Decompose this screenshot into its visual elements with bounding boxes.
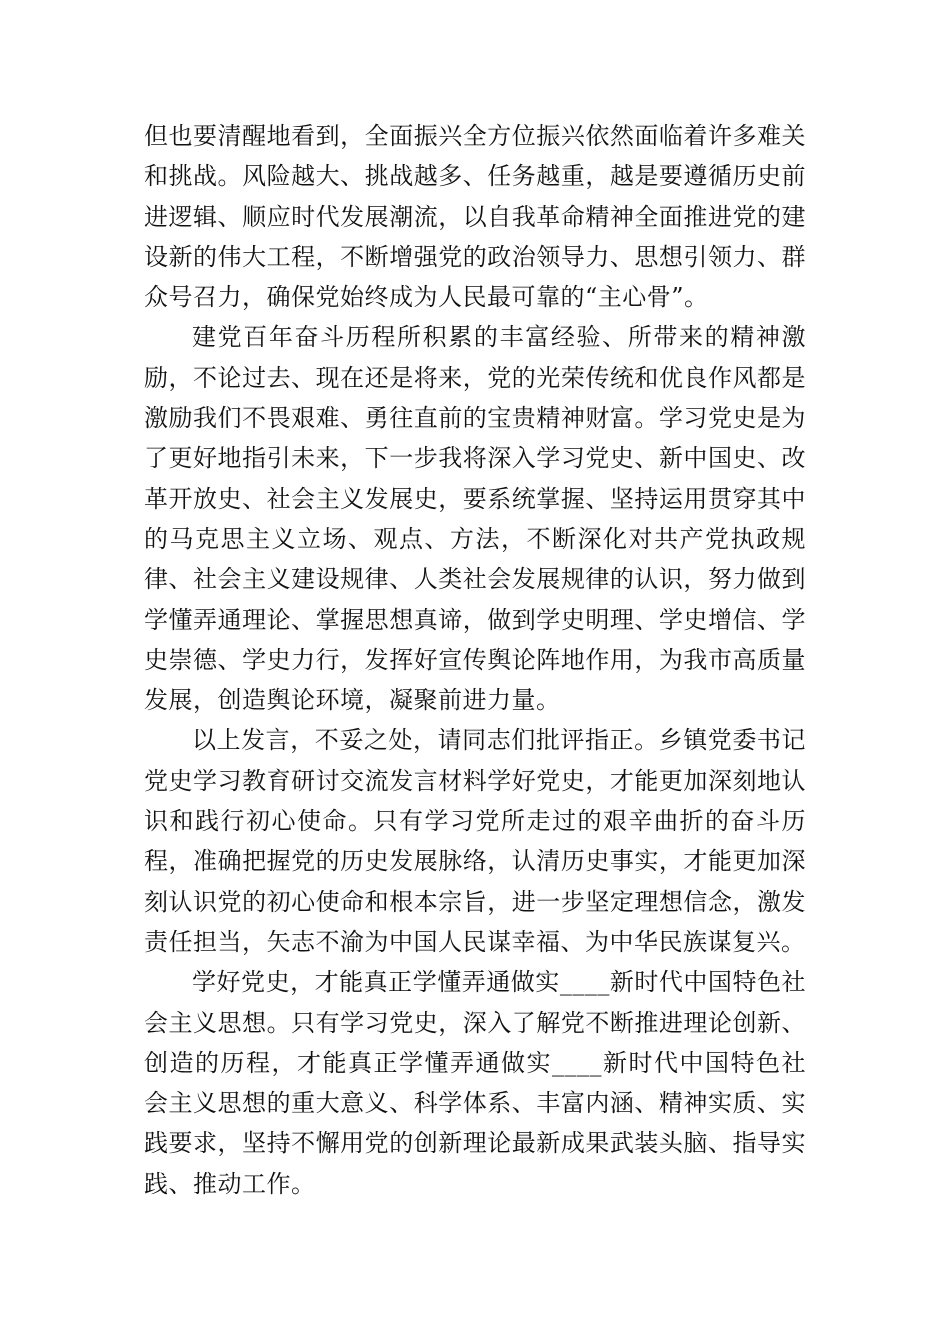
paragraph-3: 以上发言，不妥之处，请同志们批评指正。乡镇党委书记党史学习教育研讨交流发言材料学好党史，才能更加深刻地认识和践行初心使命。只有学习党所走过的艰辛曲折的奋斗历程，准确把握党的历史发展脉络，认清历史事实，才能更加深刻认识党的初心使命和根本宗旨，进一步坚定理想信念，激发责任担当，矢志不渝为中国人民谋幸福、为中华民族谋复兴。 [144,726,806,956]
document-body [144,116,806,1204]
paragraph-2: 建党百年奋斗历程所积累的丰富经验、所带来的精神激励，不论过去、现在还是将来，党的光荣传统和优良作风都是激励我们不畏艰难、勇往直前的宝贵精神财富。学习党史是为了更好地指引未来，下一步我将深入学习党史、新中国史、改革开放史、社会主义发展史，要系统掌握、坚持运用贯穿其中的马克思主义立场、观点、方法，不断深化对共产党执政规律、社会主义建设规律、人类社会发展规律的认识，努力做到学懂弄通理论、掌握思想真谛，做到学史明理、学史增信、学史崇德、学史力行，发挥好宣传舆论阵地作用，为我市高质量发展，创造舆论环境，凝聚前进力量。 [144,323,806,715]
paragraph-4: 学好党史，才能真正学懂弄通做实____新时代中国特色社会主义思想。只有学习党史，深入了解党不断推进理论创新、创造的历程，才能真正学懂弄通做实____新时代中国特色社会主义思想的重大意义、科学体系、丰富内涵、精神实质、实践要求，坚持不懈用党的创新理论最新成果武装头脑、指导实践、推动工作。 [144,968,806,1198]
paragraph-1: 但也要清醒地看到，全面振兴全方位振兴依然面临着许多难关和挑战。风险越大、挑战越多、任务越重，越是要遵循历史前进逻辑、顺应时代发展潮流，以自我革命精神全面推进党的建设新的伟大工程，不断增强党的政治领导力、思想引领力、群众号召力，确保党始终成为人民最可靠的“主心骨”。 [144,122,806,312]
